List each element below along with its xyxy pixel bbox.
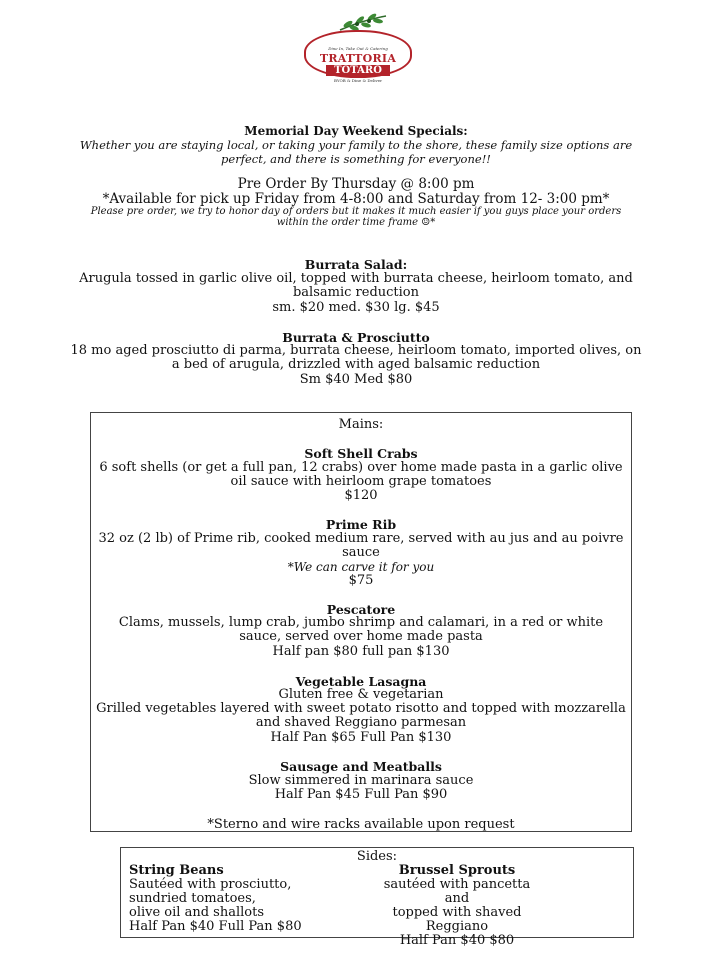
dish-price: sm. $20 med. $30 lg. $45 [272,300,440,315]
preorder-note-line-2: within the order time frame ☺* [276,217,436,228]
sides-section [120,847,634,948]
dish-desc-line: Clams, mussels, lump crab, jumbo shrimp and calamari, in a red or white [118,615,604,630]
intro-line-2: perfect, and there is something for everyone!! [221,152,491,166]
dish-title-pescatore: Pescatore [326,602,396,617]
dish-title-vegetable-lasagna: Vegetable Lasagna [295,674,427,689]
side-price: Half Pan $40 Full Pan $80 [129,919,302,934]
carve-note: *We can carve it for you [287,560,435,574]
logo-name-line2: TOTARO [326,65,390,76]
dish-title-soft-shell-crabs: Soft Shell Crabs [304,446,418,461]
side-title-brussel-sprouts: Brussel Sprouts [398,863,516,878]
dish-price: Half Pan $45 Full Pan $90 [274,787,448,802]
dish-title-burrata-prosciutto: Burrata & Prosciutto [282,330,430,345]
dish-price: $120 [344,488,378,503]
dish-desc-line: and shaved Reggiano parmesan [255,715,467,730]
restaurant-logo [300,12,412,83]
mains-section [90,412,632,832]
dish-title-sausage-meatballs: Sausage and Meatballs [280,759,442,774]
sides-label: Sides: [356,849,398,864]
mains-label: Mains: [338,417,384,432]
dish-desc-line: sauce [342,545,380,560]
dish-price: Sm $40 Med $80 [299,372,413,387]
side-desc-line: Sautéed with prosciutto, [129,877,292,892]
side-desc-line: sautéed with pancetta and [383,877,531,906]
side-brussel-sprouts [375,864,539,948]
dish-title-burrata-salad: Burrata Salad: [304,257,408,272]
side-string-beans [129,864,302,934]
logo-oval [304,30,412,83]
logo-subline: BYOB & Dine & Deliver [333,78,383,83]
side-desc-line: sundried tomatoes, [129,891,256,906]
sterno-note: *Sterno and wire racks available upon request [207,817,515,832]
preorder-deadline: Pre Order By Thursday @ 8:00 pm [237,176,475,192]
dish-desc-line: oil sauce with heirloom grape tomatoes [230,474,492,489]
dish-desc-line: Slow simmered in marinara sauce [248,773,474,788]
page-title: Memorial Day Weekend Specials: [244,124,468,138]
dish-desc-line: balsamic reduction [292,285,419,300]
logo-name-line1: TRATTORIA [319,52,397,65]
preorder-note-line-1: Please pre order, we try to honor day of orders but it makes it much easier if you guys place your orders [90,206,622,217]
dish-desc-line: Grilled vegetables layered with sweet potato risotto and topped with mozzarella [96,701,626,716]
dish-desc-line: sauce, served over home made pasta [239,629,483,644]
dish-price: Half pan $80 full pan $130 [272,644,450,659]
dish-desc-line: 32 oz (2 lb) of Prime rib, cooked medium rare, served with au jus and au poivre [98,531,624,546]
side-desc-line: topped with shaved Reggiano [392,905,522,934]
side-desc-line: olive oil and shallots [129,905,264,920]
logo-tagline: Dine In, Take Out & Catering [328,46,388,51]
side-price: Half Pan $40 $80 [399,933,515,948]
dish-desc-line: a bed of arugula, drizzled with aged balsamic reduction [171,357,541,372]
intro-line-1: Whether you are staying local, or taking your family to the shore, these family size options are [79,138,633,152]
dish-title-prime-rib: Prime Rib [325,517,397,532]
dish-desc-line: 18 mo aged prosciutto di parma, burrata cheese, heirloom tomato, imported olives, on [70,343,642,358]
side-title-string-beans: String Beans [129,863,224,878]
dish-price: Half Pan $65 Full Pan $130 [270,730,452,745]
dish-price: $75 [348,573,374,588]
dish-desc-line: Arugula tossed in garlic olive oil, topped with burrata cheese, heirloom tomato, and [79,271,633,286]
pickup-availability: *Available for pick up Friday from 4-8:00 and Saturday from 12- 3:00 pm* [102,191,610,207]
dish-desc-line: 6 soft shells (or get a full pan, 12 crabs) over home made pasta in a garlic olive [99,460,623,475]
dish-desc-line: Gluten free & vegetarian [278,687,444,702]
